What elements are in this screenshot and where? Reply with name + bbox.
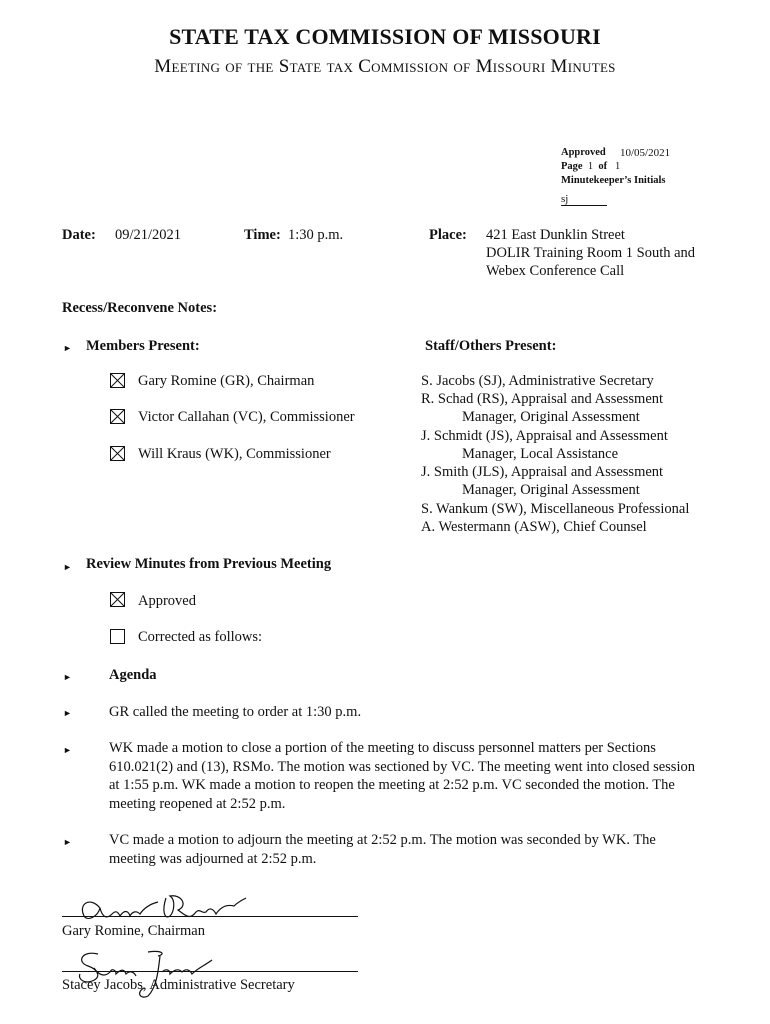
time-label: Time: xyxy=(244,227,281,243)
staff-line: Manager, Original Assessment xyxy=(462,409,640,425)
staff-line: J. Smith (JLS), Appraisal and Assessment xyxy=(421,464,664,480)
page-label: Page xyxy=(561,161,583,172)
staff-line: J. Schmidt (JS), Appraisal and Assessment xyxy=(421,428,668,444)
bullet-arrow-icon: ► xyxy=(63,837,72,847)
staff-line: S. Wankum (SW), Miscellaneous Professional xyxy=(421,501,690,517)
chairman-signature xyxy=(70,886,250,926)
place-line: Webex Conference Call xyxy=(486,263,625,279)
agenda-item: WK made a motion to close a portion of the meeting to discuss personnel matters per Sections 610.021(2) and (13), RSMo. The motion was sectioned by VC. The meeting went into closed session at 1:55 p.m. WK made a motion to reopen the meeting at 2:52 p.m. VC seconded the motion. The meeting reopened at 2:52 p.m. xyxy=(109,740,695,812)
recess-notes-label: Recess/Reconvene Notes: xyxy=(62,300,218,316)
staff-line: R. Schad (RS), Appraisal and Assessment xyxy=(421,391,664,407)
agenda-item: GR called the meeting to order at 1:30 p.m. xyxy=(109,704,362,720)
bullet-arrow-icon: ► xyxy=(63,708,72,718)
staff-heading: Staff/Others Present: xyxy=(425,338,557,354)
member-checkbox-wk[interactable] xyxy=(110,446,125,461)
approved-option-label: Approved xyxy=(138,593,196,609)
signature-caption: Gary Romine, Chairman xyxy=(62,923,205,939)
initials-underline xyxy=(561,205,607,206)
staff-line: Manager, Local Assistance xyxy=(462,446,619,462)
member-checkbox-gr[interactable] xyxy=(110,373,125,388)
bullet-arrow-icon: ► xyxy=(63,562,72,572)
corrected-checkbox[interactable] xyxy=(110,629,125,644)
agenda-item: VC made a motion to adjourn the meeting at 2:52 p.m. The motion was seconded by WK. The meeting was adjourned at 2:52 p.m. xyxy=(109,832,656,867)
staff-line: A. Westermann (ASW), Chief Counsel xyxy=(421,519,647,535)
signature-line xyxy=(62,971,358,972)
approved-checkbox[interactable] xyxy=(110,592,125,607)
place-line: DOLIR Training Room 1 South and xyxy=(486,245,696,261)
document-title: STATE TAX COMMISSION OF MISSOURI xyxy=(169,24,601,49)
approved-label: Approved xyxy=(561,147,606,158)
member-checkbox-vc[interactable] xyxy=(110,409,125,424)
staff-line: S. Jacobs (SJ), Administrative Secretary xyxy=(421,373,654,389)
meeting-date: 09/21/2021 xyxy=(115,227,182,243)
place-line: 421 East Dunklin Street xyxy=(486,227,625,243)
bullet-arrow-icon: ► xyxy=(63,745,72,755)
signature-caption: Stacey Jacobs, Administrative Secretary xyxy=(62,977,295,993)
minutekeeper-label: Minutekeeper’s Initials xyxy=(561,175,666,186)
place-label: Place: xyxy=(429,227,467,243)
page-total: 1 xyxy=(614,161,621,172)
signature-line xyxy=(62,916,358,917)
document-subtitle: Meeting of the State tax Commission of Missouri Minutes xyxy=(154,56,616,77)
checkmark-x-icon xyxy=(111,593,124,606)
member-name: Victor Callahan (VC), Commissioner xyxy=(138,409,355,425)
minutekeeper-initials: sj xyxy=(561,193,569,205)
page-number: 1 xyxy=(587,161,594,172)
members-heading: Members Present: xyxy=(86,338,200,354)
corrected-option-label: Corrected as follows: xyxy=(138,629,263,645)
agenda-heading: Agenda xyxy=(109,667,157,683)
member-name: Will Kraus (WK), Commissioner xyxy=(138,446,331,462)
bullet-arrow-icon: ► xyxy=(63,672,72,682)
review-heading: Review Minutes from Previous Meeting xyxy=(86,556,332,572)
bullet-arrow-icon: ► xyxy=(63,343,72,353)
meeting-time: 1:30 p.m. xyxy=(288,227,344,243)
date-label: Date: xyxy=(62,227,96,243)
checkmark-x-icon xyxy=(111,447,124,460)
checkmark-x-icon xyxy=(111,410,124,423)
of-label: of xyxy=(598,161,608,172)
approved-date: 10/05/2021 xyxy=(620,147,671,159)
staff-line: Manager, Original Assessment xyxy=(462,482,640,498)
member-name: Gary Romine (GR), Chairman xyxy=(138,373,315,389)
checkmark-x-icon xyxy=(111,374,124,387)
